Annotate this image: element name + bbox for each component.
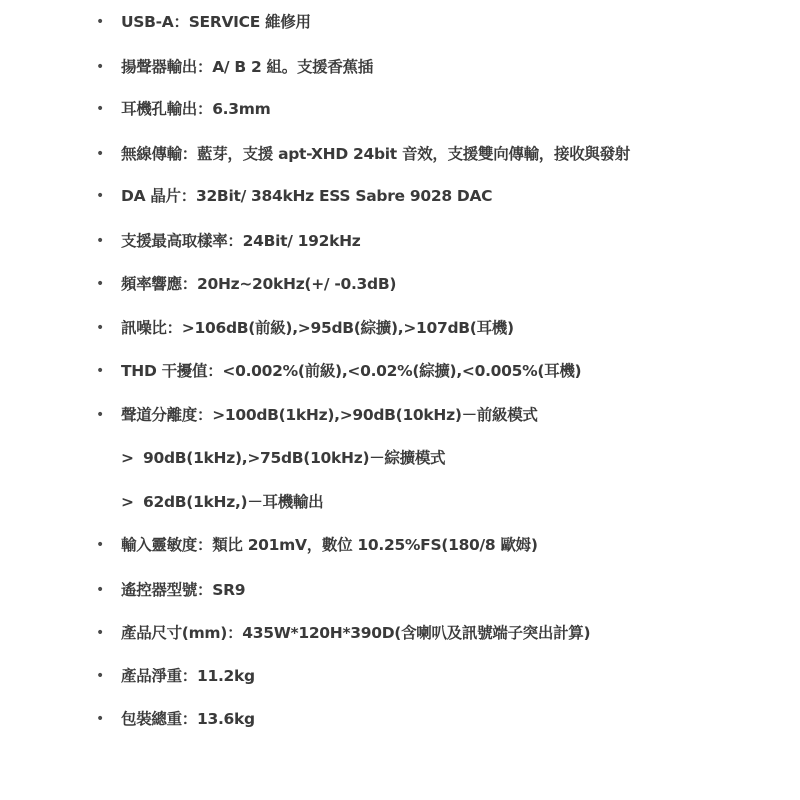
spec-item — [0, 7, 800, 37]
spec-text: 遙控器型號：SR9 — [121, 581, 246, 599]
spec-text: 產品淨重：11.2kg — [121, 667, 255, 685]
spec-subitem — [0, 487, 800, 517]
spec-text: 頻率響應：20Hz~20kHz(+/ -0.3dB) — [121, 275, 397, 293]
spec-item — [0, 356, 800, 386]
bullet-icon: • — [96, 320, 105, 336]
bullet-icon: • — [96, 14, 105, 30]
spec-text: 聲道分離度：>100dB(1kHz),>90dB(10kHz)－前級模式 — [121, 406, 538, 424]
bullet-icon: • — [96, 188, 105, 204]
bullet-icon: • — [96, 363, 105, 379]
bullet-icon: • — [96, 537, 105, 553]
sub-marker: > — [121, 493, 134, 511]
spec-item — [0, 52, 800, 82]
spec-item — [0, 575, 800, 605]
spec-text: 耳機孔輸出：6.3mm — [121, 100, 271, 118]
spec-item — [0, 661, 800, 691]
spec-text: 支援最高取樣率：24Bit/ 192kHz — [121, 232, 361, 250]
sub-marker: > — [121, 449, 134, 467]
spec-subtext: 62dB(1kHz,)－耳機輸出 — [143, 493, 324, 511]
bullet-icon: • — [96, 146, 105, 162]
spec-subtext: 90dB(1kHz),>75dB(10kHz)－綜擴模式 — [143, 449, 446, 467]
spec-text: 揚聲器輸出：A/ B 2 組。支援香蕉插 — [121, 58, 373, 76]
spec-subitem — [0, 443, 800, 473]
bullet-icon: • — [96, 582, 105, 598]
spec-text: 產品尺寸(mm)：435W*120H*390D(含喇叭及訊號端子突出計算) — [121, 624, 591, 642]
bullet-icon: • — [96, 59, 105, 75]
spec-text: 輸入靈敏度：類比 201mV，數位 10.25%FS(180/8 歐姆) — [121, 536, 538, 554]
spec-text: THD 干擾值：<0.002%(前級),<0.02%(綜擴),<0.005%(耳機) — [121, 362, 582, 380]
bullet-icon: • — [96, 233, 105, 249]
spec-text: DA 晶片：32Bit/ 384kHz ESS Sabre 9028 DAC — [121, 187, 493, 205]
bullet-icon: • — [96, 407, 105, 423]
spec-item — [0, 313, 800, 343]
spec-text: 訊噪比：>106dB(前級),>95dB(綜擴),>107dB(耳機) — [121, 319, 514, 337]
bullet-icon: • — [96, 625, 105, 641]
spec-text: 包裝總重：13.6kg — [121, 710, 255, 728]
spec-text: 無線傳輸：藍芽，支援 apt-XHD 24bit 音效，支援雙向傳輸，接收與發射 — [121, 145, 631, 163]
spec-item — [0, 269, 800, 299]
bullet-icon: • — [96, 101, 105, 117]
bullet-icon: • — [96, 668, 105, 684]
spec-item — [0, 530, 800, 560]
spec-item — [0, 704, 800, 734]
spec-text: USB-A：SERVICE 維修用 — [121, 13, 311, 31]
spec-item — [0, 94, 800, 124]
spec-item — [0, 400, 800, 430]
spec-item — [0, 181, 800, 211]
bullet-icon: • — [96, 711, 105, 727]
spec-item — [0, 139, 800, 169]
spec-item — [0, 618, 800, 648]
bullet-icon: • — [96, 276, 105, 292]
spec-item — [0, 226, 800, 256]
